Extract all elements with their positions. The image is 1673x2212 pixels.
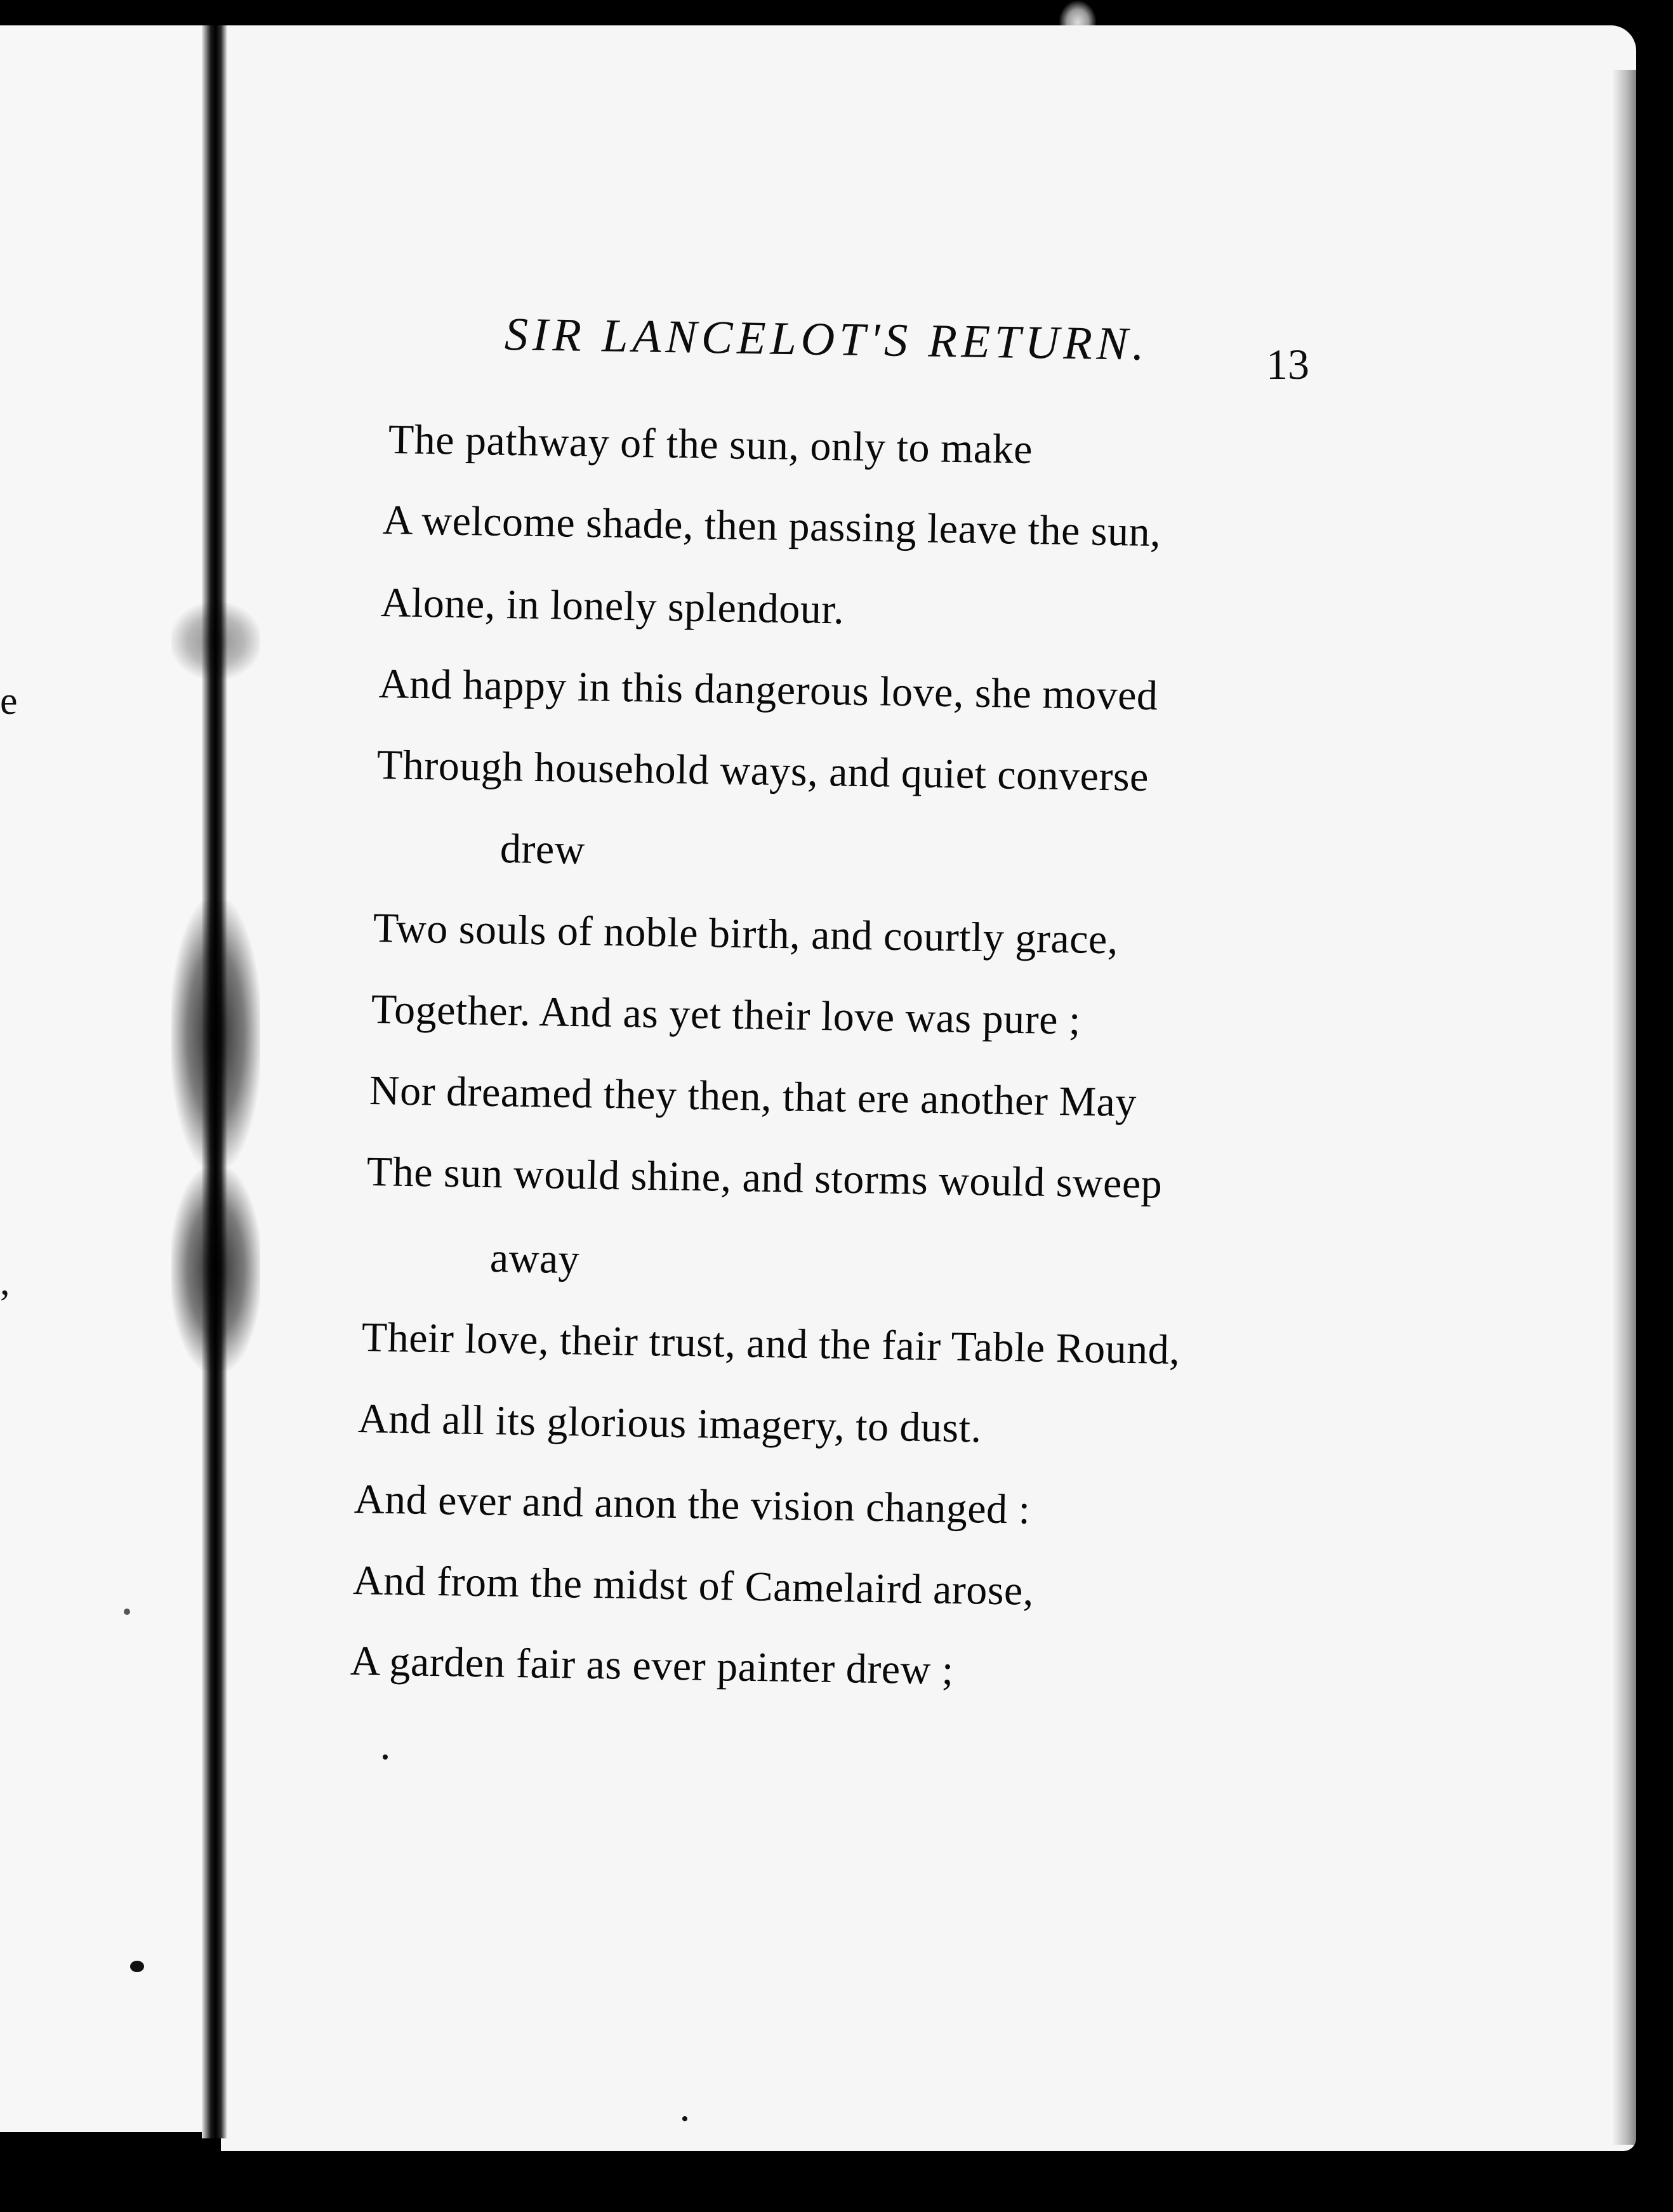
ink-speck <box>682 2116 687 2121</box>
running-head: SIR LANCELOT'S RETURN. <box>504 308 1149 371</box>
poem-line: The sun would shine, and storms would sweep <box>366 1149 1163 1208</box>
ink-speck <box>383 1754 388 1760</box>
poem-line: Their love, their trust, and the fair Table Round, <box>361 1314 1180 1374</box>
poem-line: A welcome shade, then passing leave the sun, <box>382 497 1161 556</box>
poem-line: Two souls of noble birth, and courtly grace, <box>373 905 1119 963</box>
poem-line: drew <box>499 826 586 874</box>
left-page-fragment: e <box>0 680 18 723</box>
poem-line: Nor dreamed they then, that ere another May <box>369 1067 1137 1126</box>
poem-line: The pathway of the sun, only to make <box>388 416 1033 473</box>
poem-line: And happy in this dangerous love, she moved <box>378 661 1159 720</box>
left-page-fragment: , <box>0 1260 10 1303</box>
poem-line: Through household ways, and quiet converse <box>376 742 1149 801</box>
page-number: 13 <box>1266 340 1309 388</box>
ink-speck <box>124 1609 130 1615</box>
poem-line: away <box>489 1235 580 1283</box>
poem-line: And ever and anon the vision changed : <box>354 1476 1031 1533</box>
poem-line: And from the midst of Camelaird arose, <box>352 1557 1035 1614</box>
poem-line: Alone, in lonely splendour. <box>380 579 845 633</box>
poem-line: And all its glorious imagery, to dust. <box>357 1395 982 1452</box>
poem-line: A garden fair as ever painter drew ; <box>350 1638 955 1694</box>
ink-speck <box>130 1961 144 1972</box>
poem-line: Together. And as yet their love was pure ; <box>371 986 1081 1044</box>
